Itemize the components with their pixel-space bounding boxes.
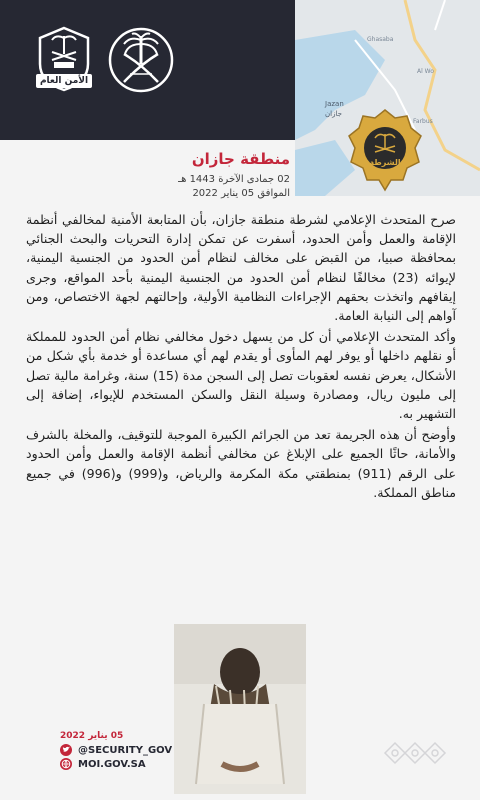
map-label-al-wo: Al Wo [417,68,434,75]
police-badge-label: الشرطة [369,158,401,167]
date-hijri: 02 جمادى الآخرة 1443 هـ [178,174,290,185]
twitter-icon [60,744,72,756]
suspect-photo [174,624,306,794]
saudi-emblem-icon [108,24,174,96]
map-label-jazan-en: Jazan [325,100,344,108]
magnifier-overlay [302,0,480,196]
paragraph-3: وأوضح أن هذه الجريمة تعد من الجرائم الكبيرة الموجبة للتوقيف، والمخلة بالشرف والأمانة، حاثًا الجميع على الإبلاغ عن مخالفي أنظمة الإقامة والعمل وأمن الحدود على الرقم (911) بمنطقتي مكة المكرمة والرياض، و(999) و(996) في جميع مناطق المملكة. [26,427,456,500]
globe-icon [60,758,72,770]
map-label-top: Ghasaba [367,36,394,43]
paragraph-1: صرح المتحدث الإعلامي لشرطة منطقة جازان، بأن المتابعة الأمنية لمخالفي أنظمة الإقامة والعمل وأمن الحدود، أسفرت عن تمكن إدارة التحريات والبحث الجنائي بمحافظة صبيا، من القبض على مخالف لنظام أمن الحدود من الجنسية اليمنية، لإيوائه (23) مخالفًا لنظام أمن الحدود من الجنسية اليمنية بأحد المواقع، وجرى إيقافهم واتخذت بحقهم الإجراءات النظامية الأولية، وإحالتهم لجهة الاختصاص، ومن آواهم إلى النيابة العامة. [26,212,456,324]
website-url: MOI.GOV.SA [78,758,146,770]
public-security-label: الأمن العام [36,74,92,88]
region-title: منطقة جازان [191,150,290,168]
footer-date: 05 يناير 2022 [60,731,124,741]
map-label-jazan-ar: جازان [325,110,342,118]
website-link[interactable] [60,758,146,770]
paragraph-2: وأكد المتحدث الإعلامي أن كل من يسهل دخول مخالفي نظام أمن الحدود للمملكة أو نقلهم داخلها أو يوفر لهم المأوى أو يقدم لهم أي مساعدة أو خدمة بأي شكل من الأشكال، يعرض نفسه لعقوبات تصل إلى السجن مدة (15) سنة، وغرامة مالية تصل إلى مليون ريال، ومصادرة وسيلة النقل والسكن المستخدم للإيواء، إضافة إلى التشهير به. [26,329,456,422]
date-gregorian: الموافق 05 يناير 2022 [192,188,290,199]
twitter-handle: @SECURITY_GOV [78,744,173,756]
twitter-link[interactable] [60,744,172,756]
map-label-farbus: Farbus [413,118,433,125]
decorative-pattern [380,733,450,773]
article-body [26,210,456,504]
